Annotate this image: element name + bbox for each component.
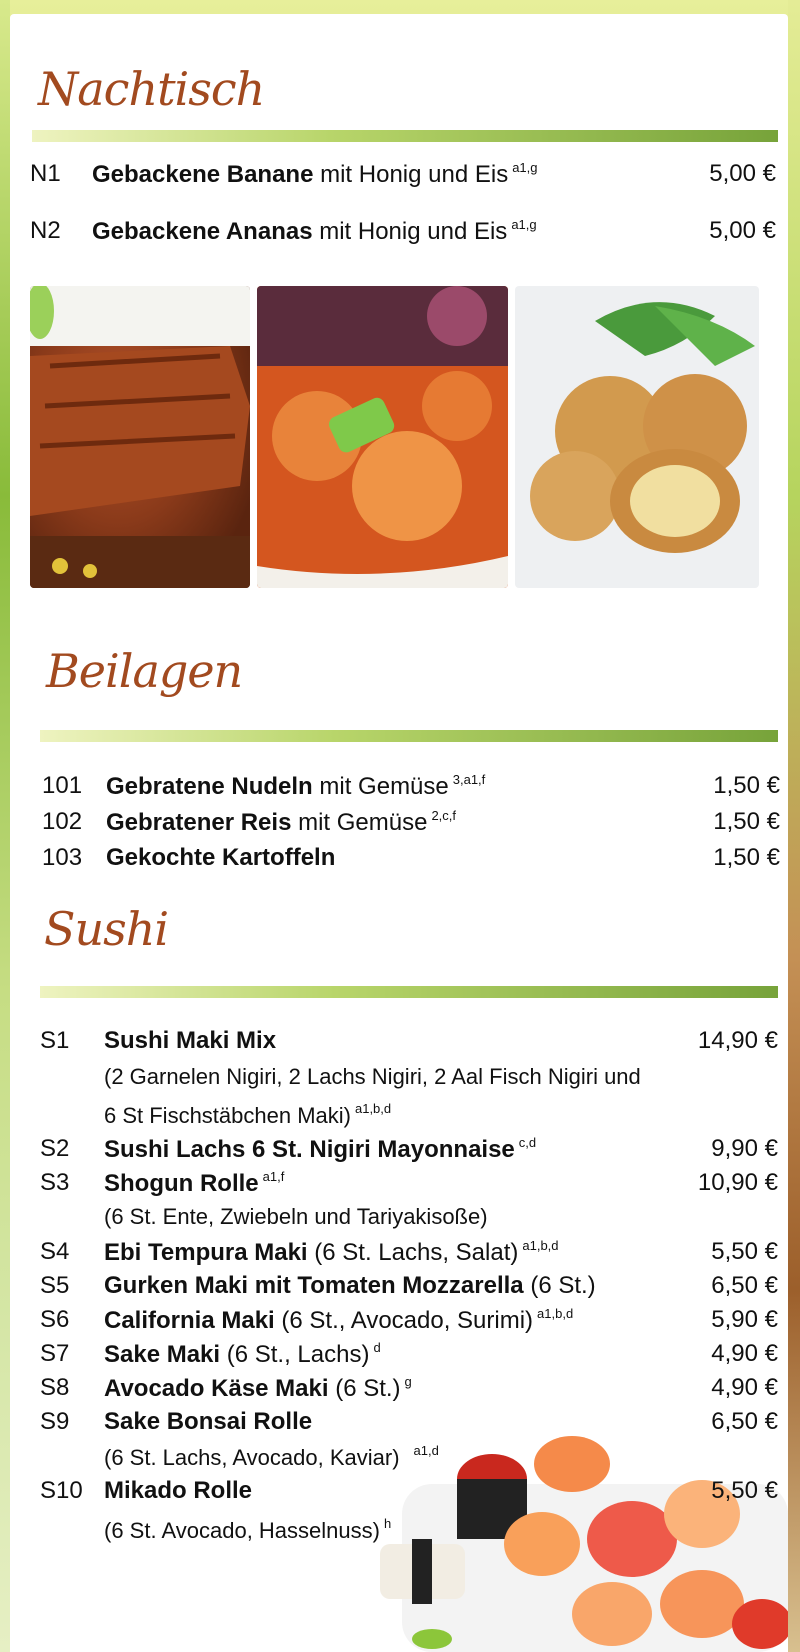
item-price: 1,50 € <box>713 844 780 871</box>
item-code: S1 <box>40 1027 70 1054</box>
section-title-beilagen: Beilagen <box>46 644 243 698</box>
item-name: Mikado Rolle <box>104 1477 253 1504</box>
item-name: Gebackene Ananas mit Honig und Eis $^{a1,g}$ <box>92 217 537 245</box>
right-border-decoration <box>788 0 800 1652</box>
item-name: Sake Bonsai Rolle <box>104 1408 313 1435</box>
item-price: 14,90 € <box>697 1027 778 1054</box>
item-price: 4,90 € <box>711 1374 778 1401</box>
item-description: (6 St. Ente, Zwiebeln und Tariyakisoße) <box>104 1204 488 1229</box>
item-price: 6,50 € <box>711 1272 778 1299</box>
section-title-nachtisch: Nachtisch <box>38 62 265 116</box>
item-code: S9 <box>40 1408 70 1435</box>
menu-card <box>10 14 788 1652</box>
item-name: Avocado Käse Maki (6 St.) $^g$ <box>104 1374 412 1402</box>
baked-banana-photo <box>515 286 759 588</box>
item-name: Gebackene Banane mit Honig und Eis $^{a1,g}$ <box>92 160 538 188</box>
sweet-sour-shrimp-photo <box>257 286 508 588</box>
item-price: 5,50 € <box>711 1238 778 1265</box>
item-code: S3 <box>40 1169 70 1196</box>
section-divider <box>32 130 778 142</box>
item-code: N1 <box>30 160 61 187</box>
item-price: 5,90 € <box>711 1306 778 1333</box>
item-price: 5,50 € <box>711 1477 778 1504</box>
section-divider <box>40 730 778 742</box>
item-price: 6,50 € <box>711 1408 778 1435</box>
item-name: Ebi Tempura Maki (6 St. Lachs, Salat) $^{a1,b,d}$ <box>104 1238 559 1266</box>
section-divider <box>40 986 778 998</box>
left-border-decoration <box>0 0 10 1652</box>
item-name: Gurken Maki mit Tomaten Mozzarella (6 St.) <box>104 1272 596 1299</box>
item-price: 9,90 € <box>711 1135 778 1162</box>
item-code: N2 <box>30 217 61 244</box>
item-name: Gebratener Reis mit Gemüse $^{2,c,f}$ <box>106 808 457 836</box>
item-name: Sake Maki (6 St., Lachs) $^d$ <box>104 1340 381 1368</box>
item-name: Gebratene Nudeln mit Gemüse $^{3,a1,f}$ <box>106 772 486 800</box>
item-code: S7 <box>40 1340 70 1367</box>
item-code: S8 <box>40 1374 70 1401</box>
banana-illustration <box>515 286 759 588</box>
item-name: Sushi Maki Mix <box>104 1027 277 1054</box>
item-description: 6 St Fischstäbchen Maki) $^{a1,b,d}$ <box>104 1101 392 1128</box>
item-name: Shogun Rolle $^{a1,f}$ <box>104 1169 285 1197</box>
item-code: S6 <box>40 1306 70 1333</box>
item-price: 5,00 € <box>709 217 776 244</box>
roast-duck-photo <box>30 286 250 588</box>
item-name: Gekochte Kartoffeln <box>106 844 336 871</box>
item-code: 103 <box>42 844 83 871</box>
item-description: (6 St. Lachs, Avocado, Kaviar) $^{a1,d}$ <box>104 1443 439 1470</box>
shrimp-illustration <box>257 286 508 588</box>
item-price: 1,50 € <box>713 772 780 799</box>
item-name: California Maki (6 St., Avocado, Surimi) $^{a1,b,d}$ <box>104 1306 574 1334</box>
item-price: 1,50 € <box>713 808 780 835</box>
item-code: 101 <box>42 772 83 799</box>
item-code: S5 <box>40 1272 70 1299</box>
item-code: S10 <box>40 1477 83 1504</box>
item-code: S4 <box>40 1238 70 1265</box>
item-price: 10,90 € <box>697 1169 778 1196</box>
item-price: 5,00 € <box>709 160 776 187</box>
item-description: (2 Garnelen Nigiri, 2 Lachs Nigiri, 2 Aal Fisch Nigiri und <box>104 1064 641 1089</box>
section-title-sushi: Sushi <box>44 902 169 956</box>
roast-duck-illustration <box>30 286 250 588</box>
item-description: (6 St. Avocado, Hasselnuss) $^h$ <box>104 1516 392 1543</box>
item-name: Sushi Lachs 6 St. Nigiri Mayonnaise $^{c,d}$ <box>104 1135 537 1163</box>
item-price: 4,90 € <box>711 1340 778 1367</box>
item-code: S2 <box>40 1135 70 1162</box>
item-code: 102 <box>42 808 83 835</box>
